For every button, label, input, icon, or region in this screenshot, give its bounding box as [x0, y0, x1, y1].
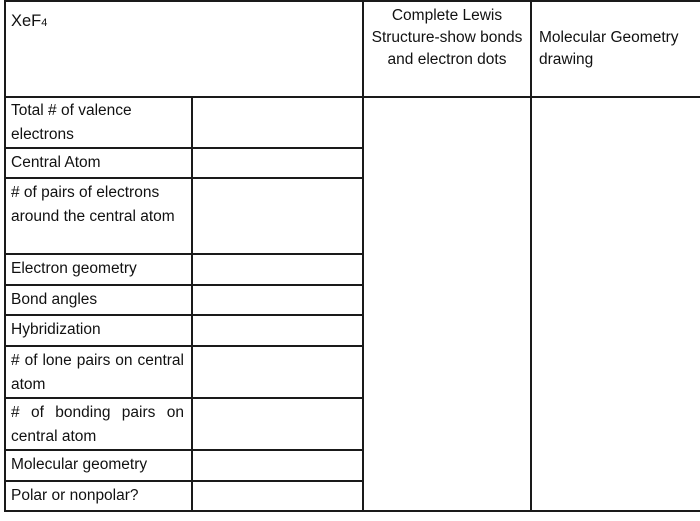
answer-central-atom[interactable] — [193, 149, 362, 177]
row-label-valence-electrons: Total # of valence electrons — [11, 102, 132, 143]
formula-heading — [11, 10, 47, 34]
row-label-hybridization: Hybridization — [11, 321, 101, 338]
row-label-electron-pairs: # of pairs of electrons around the central atom — [11, 184, 175, 225]
table-border-left — [4, 0, 6, 511]
answer-electron-geometry[interactable] — [193, 255, 362, 284]
row-label-bonding-pairs: # of bonding pairs on central atom — [11, 404, 184, 445]
formula-subscript: 4 — [41, 17, 48, 29]
formula-base: XeF — [11, 12, 42, 30]
table-border-bottom — [4, 510, 700, 512]
answer-valence-electrons[interactable] — [193, 98, 362, 147]
answer-electron-pairs[interactable] — [193, 179, 362, 253]
row-label-bond-angles: Bond angles — [11, 291, 98, 308]
answer-molecular-geometry[interactable] — [193, 451, 362, 480]
molecular-geometry-drawing-area[interactable] — [532, 98, 700, 510]
row-label-central-atom: Central Atom — [11, 154, 101, 171]
table-border-top — [4, 0, 700, 2]
answer-polarity[interactable] — [193, 482, 362, 510]
row-label-lone-pairs: # of lone pairs on central atom — [11, 352, 184, 393]
row-label-electron-geometry: Electron geometry — [11, 260, 137, 277]
row-label-molecular-geometry: Molecular geometry — [11, 456, 148, 473]
molecular-geometry-heading: Molecular Geometry drawing — [539, 29, 679, 68]
lewis-structure-drawing-area[interactable] — [364, 98, 530, 510]
answer-bonding-pairs[interactable] — [193, 399, 362, 449]
row-label-polarity: Polar or nonpolar? — [11, 487, 139, 504]
answer-lone-pairs[interactable] — [193, 347, 362, 397]
answer-bond-angles[interactable] — [193, 286, 362, 314]
lewis-structure-heading: Complete Lewis Structure-show bonds and electron dots — [371, 7, 523, 68]
answer-hybridization[interactable] — [193, 316, 362, 345]
